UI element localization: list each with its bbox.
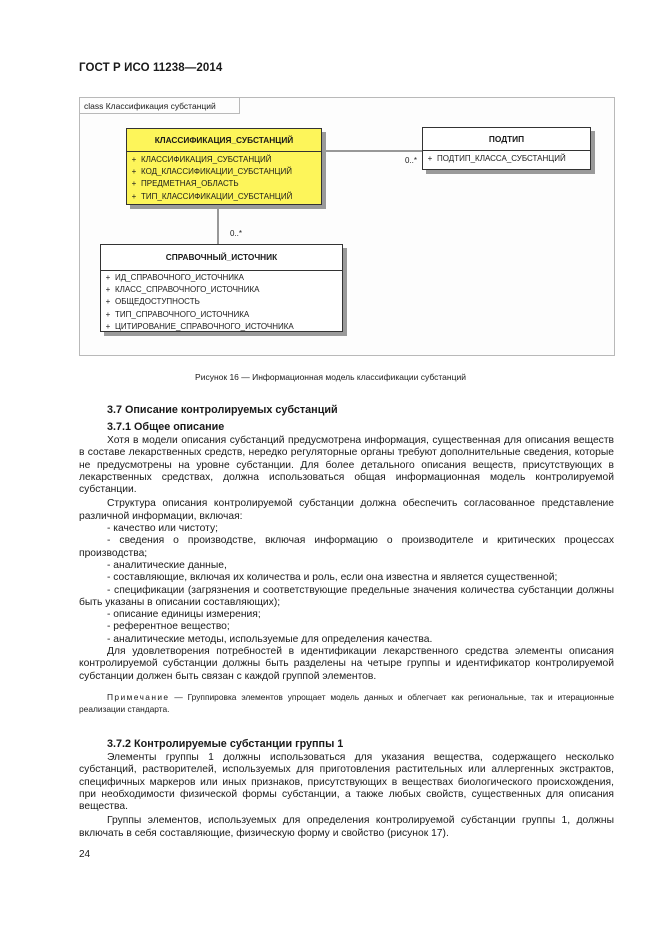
note-label: Примечание xyxy=(107,691,170,702)
body-text-block xyxy=(79,752,614,840)
list-item: - спецификации (загрязнения и соответствующие предельные значения количества субстанции должны быть указаны в описании составляющих); xyxy=(79,584,614,608)
attribute-row: + ОБЩЕДОСТУПНОСТЬ xyxy=(105,297,200,307)
class-reference-source xyxy=(100,244,343,332)
section-heading: 3.7 Описание контролируемых субстанций xyxy=(107,404,338,416)
attribute-row: + КОД_КЛАССИФИКАЦИИ_СУБСТАНЦИЙ xyxy=(131,167,292,177)
list-item: - качество или чистоту; xyxy=(107,523,218,535)
class-subtype xyxy=(422,127,591,170)
attribute-row: + ИД_СПРАВОЧНОГО_ИСТОЧНИКА xyxy=(105,273,244,282)
class-name: СПРАВОЧНЫЙ_ИСТОЧНИК xyxy=(101,245,342,271)
attribute-row: + КЛАССИФИКАЦИЯ_СУБСТАНЦИЙ xyxy=(131,155,272,164)
diagram-frame-label: class Классификация субстанций xyxy=(80,98,240,114)
paragraph: Элементы группы 1 должны использоваться для указания вещества, содержащего несколько субстанций, растворителей, используемых для приготовления растительных или аллергенных экстрактов, специфичных маркеров или иных признаков, присутствующих в веществах биологического происхождения, при необходимости физической формы субстанции, а также любых свойств, существенных для описания вещества. xyxy=(79,752,614,813)
note-text: — Группировка элементов упрощает модель данных и облегчает как региональные, так и итерационные реализации стандарта. xyxy=(79,691,614,714)
paragraph: Структура описания контролируемой субстанции должна обеспечить согласованное представление различной информации, включая: xyxy=(79,498,614,522)
paragraph: Хотя в модели описания субстанций предусмотрена информация, существенная для описания веществ в составе лекарственных средств, нередко регуляторные органы требуют дополнительные сведения, которые не предусмотрены на уровне субстанции. Для более детального описания веществ, присутствующих в лекарственных средствах, должна использоваться общая информационная модель контролируемой субстанции. xyxy=(79,435,614,496)
subsection-heading: 3.7.2 Контролируемые субстанции группы 1 xyxy=(107,738,344,750)
paragraph: Для удовлетворения потребностей в идентификации лекарственного средства элементы описания контролируемой субстанции должны быть разделены на четыре группы и идентификатор контролируемой субстанции должен быть связан с каждой группой элементов. xyxy=(79,646,614,682)
multiplicity-label: 0..* xyxy=(405,156,418,165)
list-item: - описание единицы измерения; xyxy=(107,609,261,621)
subsection-heading: 3.7.1 Общее описание xyxy=(107,421,225,433)
attribute-row: + ПРЕДМЕТНАЯ_ОБЛАСТЬ xyxy=(131,179,239,189)
multiplicity-label: 0..* xyxy=(230,229,243,238)
attribute-row: + ЦИТИРОВАНИЕ_СПРАВОЧНОГО_ИСТОЧНИКА xyxy=(105,321,294,331)
list-item: - референтное вещество; xyxy=(107,621,230,633)
paragraph: Группы элементов, используемых для определения контролируемой субстанции группы 1, должны включать в себя составляющие, физическую форму и свойство (рисунок 17). xyxy=(79,815,614,839)
note xyxy=(79,691,614,715)
document-header: ГОСТ Р ИСО 11238—2014 xyxy=(79,62,223,74)
list-item: - аналитические методы, используемые для определения качества. xyxy=(107,633,433,645)
attribute-row: + КЛАСС_СПРАВОЧНОГО_ИСТОЧНИКА xyxy=(105,285,260,295)
body-text-block xyxy=(79,435,614,715)
class-name: ПОДТИП xyxy=(423,128,590,151)
attribute-row: + ПОДТИП_КЛАССА_СУБСТАНЦИЙ xyxy=(427,154,566,163)
class-name: КЛАССИФИКАЦИЯ_СУБСТАНЦИЙ xyxy=(127,129,321,152)
figure-caption: Рисунок 16 — Информационная модель классификации субстанций xyxy=(195,372,466,382)
attribute-row: + ТИП_СПРАВОЧНОГО_ИСТОЧНИКА xyxy=(105,309,250,319)
list-item: - составляющие, включая их количества и роль, если она известна и является существенной; xyxy=(107,572,558,584)
class-substance-classification xyxy=(126,128,322,205)
attribute-row: + ТИП_КЛАССИФИКАЦИИ_СУБСТАНЦИЙ xyxy=(131,191,293,201)
list-item: - сведения о производстве, включая информацию о производителе и критических процессах производства; xyxy=(79,535,614,559)
page-number: 24 xyxy=(79,849,91,860)
list-item: - аналитические данные, xyxy=(107,559,227,571)
uml-diagram-frame xyxy=(79,97,615,356)
